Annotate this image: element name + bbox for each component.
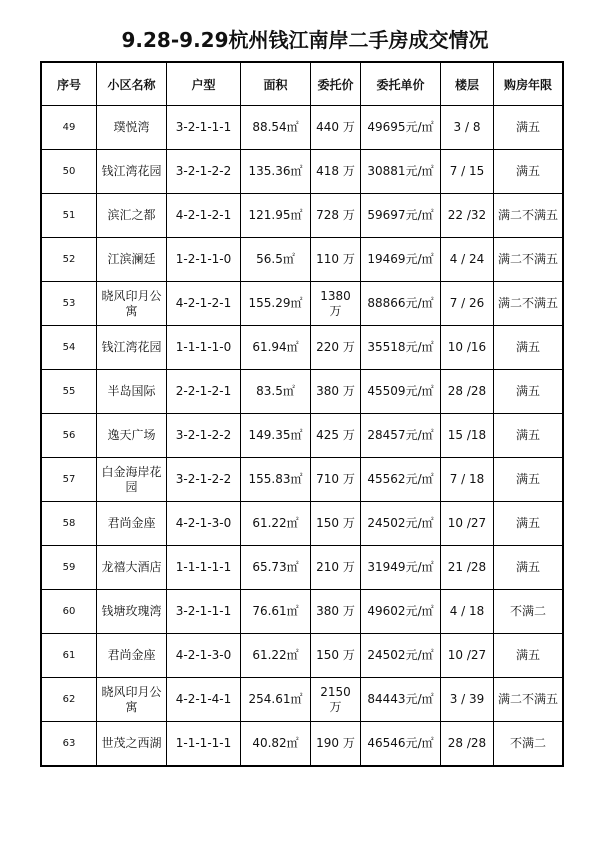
cell-name: 璞悦湾 bbox=[97, 106, 167, 150]
table-row bbox=[42, 370, 563, 414]
header-unit-price: 委托单价 bbox=[361, 63, 441, 106]
header-no: 序号 bbox=[42, 63, 97, 106]
cell-layout: 4-2-1-2-1 bbox=[167, 282, 241, 326]
cell-years: 满二不满五 bbox=[494, 194, 563, 238]
header-layout: 户型 bbox=[167, 63, 241, 106]
cell-floor: 22 /32 bbox=[441, 194, 494, 238]
cell-no: 62 bbox=[42, 678, 97, 722]
cell-unit-price: 59697元/㎡ bbox=[361, 194, 441, 238]
cell-area: 254.61㎡ bbox=[241, 678, 311, 722]
cell-name: 白金海岸花园 bbox=[97, 458, 167, 502]
cell-years: 满五 bbox=[494, 150, 563, 194]
cell-floor: 21 /28 bbox=[441, 546, 494, 590]
table-row bbox=[42, 458, 563, 502]
cell-unit-price: 88866元/㎡ bbox=[361, 282, 441, 326]
cell-area: 155.83㎡ bbox=[241, 458, 311, 502]
cell-area: 61.22㎡ bbox=[241, 502, 311, 546]
cell-unit-price: 30881元/㎡ bbox=[361, 150, 441, 194]
table-row bbox=[42, 502, 563, 546]
cell-unit-price: 45509元/㎡ bbox=[361, 370, 441, 414]
table-row bbox=[42, 194, 563, 238]
cell-layout: 3-2-1-2-2 bbox=[167, 458, 241, 502]
cell-layout: 3-2-1-2-2 bbox=[167, 150, 241, 194]
cell-years: 满二不满五 bbox=[494, 678, 563, 722]
cell-area: 56.5㎡ bbox=[241, 238, 311, 282]
header-floor: 楼层 bbox=[441, 63, 494, 106]
cell-unit-price: 84443元/㎡ bbox=[361, 678, 441, 722]
cell-area: 88.54㎡ bbox=[241, 106, 311, 150]
cell-price: 150 万 bbox=[311, 502, 361, 546]
cell-name: 晓风印月公寓 bbox=[97, 282, 167, 326]
cell-no: 57 bbox=[42, 458, 97, 502]
cell-years: 满五 bbox=[494, 502, 563, 546]
table-row bbox=[42, 414, 563, 458]
cell-years: 不满二 bbox=[494, 722, 563, 766]
cell-no: 53 bbox=[42, 282, 97, 326]
cell-floor: 28 /28 bbox=[441, 370, 494, 414]
cell-floor: 3 / 8 bbox=[441, 106, 494, 150]
cell-layout: 4-2-1-2-1 bbox=[167, 194, 241, 238]
cell-no: 60 bbox=[42, 590, 97, 634]
cell-layout: 3-2-1-2-2 bbox=[167, 414, 241, 458]
cell-no: 52 bbox=[42, 238, 97, 282]
cell-floor: 7 / 18 bbox=[441, 458, 494, 502]
cell-area: 155.29㎡ bbox=[241, 282, 311, 326]
table-header bbox=[42, 63, 563, 106]
cell-name: 君尚金座 bbox=[97, 502, 167, 546]
cell-years: 满二不满五 bbox=[494, 238, 563, 282]
cell-area: 135.36㎡ bbox=[241, 150, 311, 194]
cell-unit-price: 49602元/㎡ bbox=[361, 590, 441, 634]
cell-floor: 10 /27 bbox=[441, 502, 494, 546]
cell-unit-price: 46546元/㎡ bbox=[361, 722, 441, 766]
cell-layout: 1-1-1-1-0 bbox=[167, 326, 241, 370]
cell-years: 满五 bbox=[494, 458, 563, 502]
cell-name: 龙禧大酒店 bbox=[97, 546, 167, 590]
cell-area: 61.22㎡ bbox=[241, 634, 311, 678]
cell-years: 满五 bbox=[494, 634, 563, 678]
cell-floor: 3 / 39 bbox=[441, 678, 494, 722]
cell-no: 50 bbox=[42, 150, 97, 194]
cell-floor: 4 / 24 bbox=[441, 238, 494, 282]
cell-years: 满五 bbox=[494, 106, 563, 150]
table-row bbox=[42, 678, 563, 722]
cell-area: 149.35㎡ bbox=[241, 414, 311, 458]
cell-price: 150 万 bbox=[311, 634, 361, 678]
cell-unit-price: 45562元/㎡ bbox=[361, 458, 441, 502]
cell-layout: 1-1-1-1-1 bbox=[167, 546, 241, 590]
cell-floor: 7 / 15 bbox=[441, 150, 494, 194]
cell-floor: 7 / 26 bbox=[441, 282, 494, 326]
cell-area: 83.5㎡ bbox=[241, 370, 311, 414]
page-title: 9.28-9.29杭州钱江南岸二手房成交情况 bbox=[121, 28, 489, 52]
cell-name: 钱塘玫瑰湾 bbox=[97, 590, 167, 634]
cell-unit-price: 28457元/㎡ bbox=[361, 414, 441, 458]
table-row bbox=[42, 326, 563, 370]
table-row bbox=[42, 546, 563, 590]
cell-layout: 3-2-1-1-1 bbox=[167, 106, 241, 150]
cell-no: 55 bbox=[42, 370, 97, 414]
cell-name: 江滨澜廷 bbox=[97, 238, 167, 282]
cell-layout: 3-2-1-1-1 bbox=[167, 590, 241, 634]
cell-unit-price: 35518元/㎡ bbox=[361, 326, 441, 370]
cell-price: 220 万 bbox=[311, 326, 361, 370]
table-row bbox=[42, 238, 563, 282]
table-row bbox=[42, 150, 563, 194]
cell-name: 钱江湾花园 bbox=[97, 326, 167, 370]
cell-layout: 4-2-1-3-0 bbox=[167, 634, 241, 678]
cell-name: 世茂之西湖 bbox=[97, 722, 167, 766]
table-row bbox=[42, 722, 563, 766]
header-row bbox=[42, 63, 563, 106]
cell-layout: 2-2-1-2-1 bbox=[167, 370, 241, 414]
cell-price: 710 万 bbox=[311, 458, 361, 502]
cell-name: 半岛国际 bbox=[97, 370, 167, 414]
cell-layout: 1-2-1-1-0 bbox=[167, 238, 241, 282]
cell-years: 满五 bbox=[494, 546, 563, 590]
cell-years: 满二不满五 bbox=[494, 282, 563, 326]
header-price: 委托价 bbox=[311, 63, 361, 106]
table-row bbox=[42, 106, 563, 150]
cell-no: 61 bbox=[42, 634, 97, 678]
cell-price: 380 万 bbox=[311, 590, 361, 634]
header-area: 面积 bbox=[241, 63, 311, 106]
cell-floor: 15 /18 bbox=[441, 414, 494, 458]
cell-no: 54 bbox=[42, 326, 97, 370]
table-row bbox=[42, 282, 563, 326]
cell-unit-price: 49695元/㎡ bbox=[361, 106, 441, 150]
cell-price: 1380 万 bbox=[311, 282, 361, 326]
cell-floor: 28 /28 bbox=[441, 722, 494, 766]
cell-unit-price: 31949元/㎡ bbox=[361, 546, 441, 590]
cell-area: 65.73㎡ bbox=[241, 546, 311, 590]
cell-price: 728 万 bbox=[311, 194, 361, 238]
cell-area: 40.82㎡ bbox=[241, 722, 311, 766]
cell-floor: 10 /16 bbox=[441, 326, 494, 370]
cell-name: 钱江湾花园 bbox=[97, 150, 167, 194]
header-years: 购房年限 bbox=[494, 63, 563, 106]
cell-layout: 4-2-1-4-1 bbox=[167, 678, 241, 722]
cell-unit-price: 19469元/㎡ bbox=[361, 238, 441, 282]
cell-no: 59 bbox=[42, 546, 97, 590]
cell-unit-price: 24502元/㎡ bbox=[361, 634, 441, 678]
transactions-table bbox=[41, 62, 563, 766]
cell-name: 晓风印月公寓 bbox=[97, 678, 167, 722]
cell-price: 418 万 bbox=[311, 150, 361, 194]
cell-no: 56 bbox=[42, 414, 97, 458]
table-row bbox=[42, 590, 563, 634]
cell-name: 君尚金座 bbox=[97, 634, 167, 678]
cell-floor: 10 /27 bbox=[441, 634, 494, 678]
header-name: 小区名称 bbox=[97, 63, 167, 106]
cell-area: 121.95㎡ bbox=[241, 194, 311, 238]
cell-name: 逸天广场 bbox=[97, 414, 167, 458]
cell-price: 425 万 bbox=[311, 414, 361, 458]
cell-area: 61.94㎡ bbox=[241, 326, 311, 370]
cell-price: 440 万 bbox=[311, 106, 361, 150]
cell-years: 满五 bbox=[494, 414, 563, 458]
cell-unit-price: 24502元/㎡ bbox=[361, 502, 441, 546]
table-body bbox=[42, 106, 563, 766]
cell-floor: 4 / 18 bbox=[441, 590, 494, 634]
cell-years: 满五 bbox=[494, 326, 563, 370]
cell-years: 满五 bbox=[494, 370, 563, 414]
cell-price: 210 万 bbox=[311, 546, 361, 590]
cell-no: 58 bbox=[42, 502, 97, 546]
cell-layout: 1-1-1-1-1 bbox=[167, 722, 241, 766]
cell-name: 滨汇之都 bbox=[97, 194, 167, 238]
cell-no: 63 bbox=[42, 722, 97, 766]
cell-layout: 4-2-1-3-0 bbox=[167, 502, 241, 546]
cell-price: 380 万 bbox=[311, 370, 361, 414]
cell-price: 190 万 bbox=[311, 722, 361, 766]
cell-price: 2150 万 bbox=[311, 678, 361, 722]
cell-no: 51 bbox=[42, 194, 97, 238]
table-row bbox=[42, 634, 563, 678]
cell-years: 不满二 bbox=[494, 590, 563, 634]
cell-no: 49 bbox=[42, 106, 97, 150]
cell-price: 110 万 bbox=[311, 238, 361, 282]
cell-area: 76.61㎡ bbox=[241, 590, 311, 634]
